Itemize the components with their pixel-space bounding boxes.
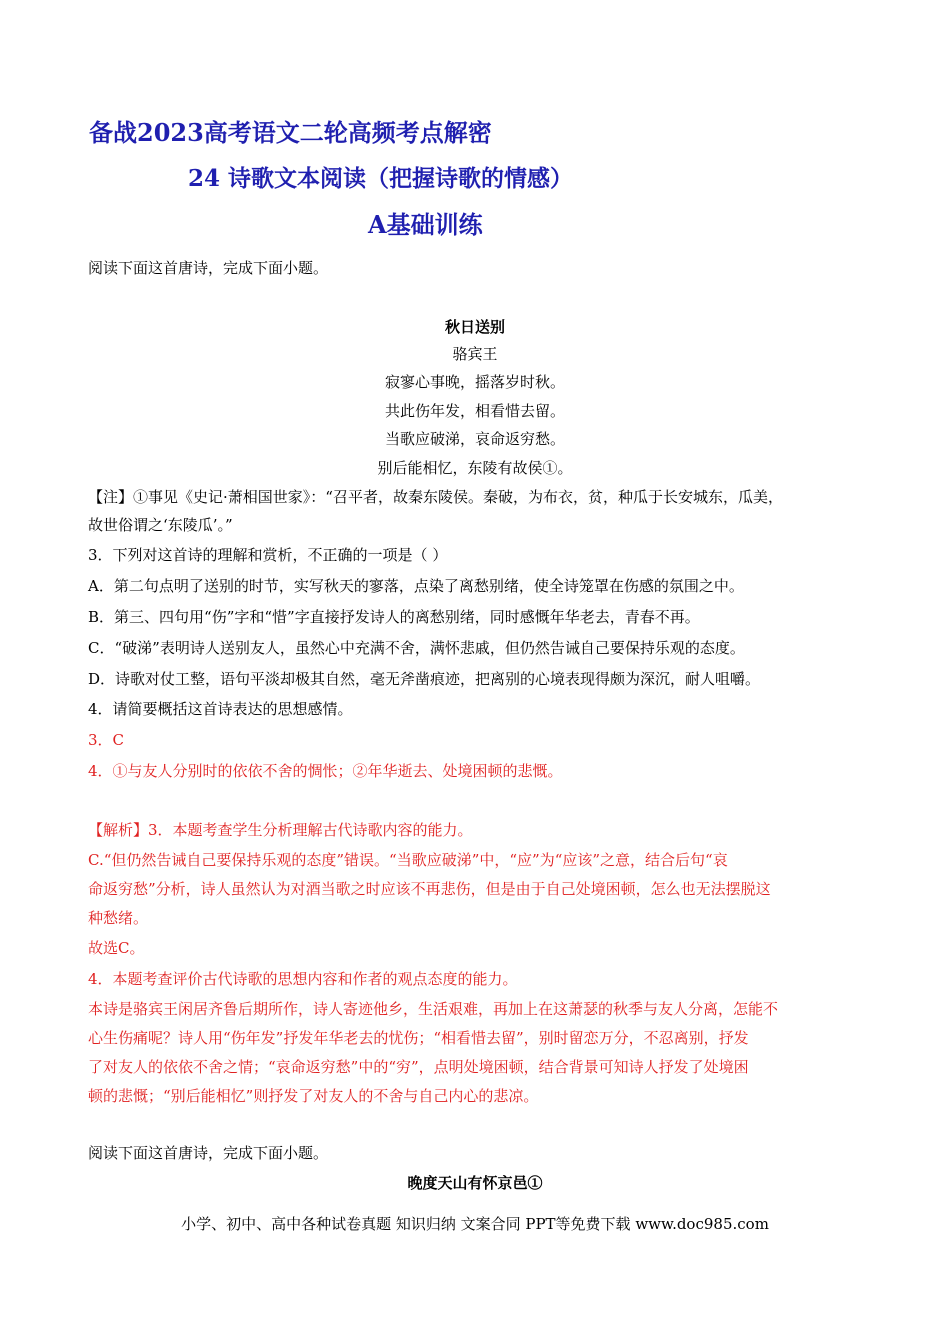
poem-author: 骆宾王 <box>452 345 498 363</box>
poem-line: 别后能相忆，东陵有故侯①。 <box>377 459 573 477</box>
analysis-text: 命返穷愁”分析，诗人虽然认为对酒当歌之时应该不再悲伤，但是由于自己处境困顿，怎么也无法摆脱这 <box>88 880 771 898</box>
document-subtitle: 24 诗歌文本阅读（把握诗歌的情感） <box>188 165 574 192</box>
poem-title: 秋日送别 <box>444 318 505 336</box>
poem-note-continued: 故世俗谓之‘东陵瓜’。” <box>88 516 233 534</box>
reading-instruction-2: 阅读下面这首唐诗，完成下面小题。 <box>88 1144 329 1162</box>
option-b: B．第三、四句用“伤”字和“惜”字直接抒发诗人的离愁别绪，同时感慨年华老去，青春不再。 <box>88 608 700 626</box>
reading-instruction: 阅读下面这首唐诗，完成下面小题。 <box>88 259 329 277</box>
document-title: 备战2023高考语文二轮高频考点解密 <box>89 118 492 147</box>
option-a: A．第二句点明了送别的时节，实写秋天的寥落，点染了离愁别绪，使全诗笼罩在伤感的氛围之中。 <box>88 577 744 595</box>
analysis-text: 心生伤痛呢？诗人用“伤年发”抒发年华老去的忧伤；“相看惜去留”，别时留恋万分，不忍离别，抒发 <box>88 1029 749 1047</box>
analysis-text: 本诗是骆宾王闲居齐鲁后期所作，诗人寄迹他乡，生活艰难，再加上在这萧瑟的秋季与友人分离，怎能不 <box>88 1000 779 1018</box>
question-4: 4．请简要概括这首诗表达的思想感情。 <box>88 700 353 718</box>
option-c: C．“破涕”表明诗人送别友人，虽然心中充满不舍，满怀悲戚，但仍然告诫自己要保持乐观的态度。 <box>88 639 745 657</box>
analysis-heading-4: 4．本题考查评价古代诗歌的思想内容和作者的观点态度的能力。 <box>88 970 518 988</box>
poem-title-2: 晚度天山有怀京邑① <box>407 1174 543 1192</box>
answer-4: 4．①与友人分别时的依依不舍的惆怅；②年华逝去、处境困顿的悲慨。 <box>88 762 563 780</box>
poem-note: 【注】①事见《史记·萧相国世家》：“召平者，故秦东陵侯。秦破，为布衣，贫，种瓜于长安城东，瓜美， <box>88 488 783 506</box>
question-3: 3．下列对这首诗的理解和赏析，不正确的一项是（ ） <box>88 546 448 564</box>
poem-line: 当歌应破涕，哀命返穷愁。 <box>384 430 565 448</box>
analysis-text: 顿的悲慨；“别后能相忆”则抒发了对友人的不舍与自己内心的悲凉。 <box>88 1087 539 1105</box>
analysis-heading: 【解析】3．本题考查学生分析理解古代诗歌内容的能力。 <box>88 821 473 839</box>
analysis-conclusion: 故选C。 <box>88 939 145 957</box>
poem-line: 共此伤年发，相看惜去留。 <box>384 402 565 420</box>
answer-3: 3．C <box>88 731 125 749</box>
page-footer: 小学、初中、高中各种试卷真题 知识归纳 文案合同 PPT等免费下载 www.doc985.com <box>181 1215 769 1233</box>
poem-line: 寂寥心事晚，摇落岁时秋。 <box>384 373 565 391</box>
section-heading: A基础训练 <box>368 210 483 239</box>
analysis-text: C.“但仍然告诫自己要保持乐观的态度”错误。“当歌应破涕”中，“应”为“应该”之意，结合后句“哀 <box>88 851 728 869</box>
option-d: D．诗歌对仗工整，语句平淡却极其自然，毫无斧凿痕迹，把离别的心境表现得颇为深沉，耐人咀嚼。 <box>88 670 761 688</box>
analysis-text: 种愁绪。 <box>88 909 149 927</box>
analysis-text: 了对友人的依依不舍之情；“哀命返穷愁”中的“穷”，点明处境困顿，结合背景可知诗人抒发了处境困 <box>88 1058 749 1076</box>
